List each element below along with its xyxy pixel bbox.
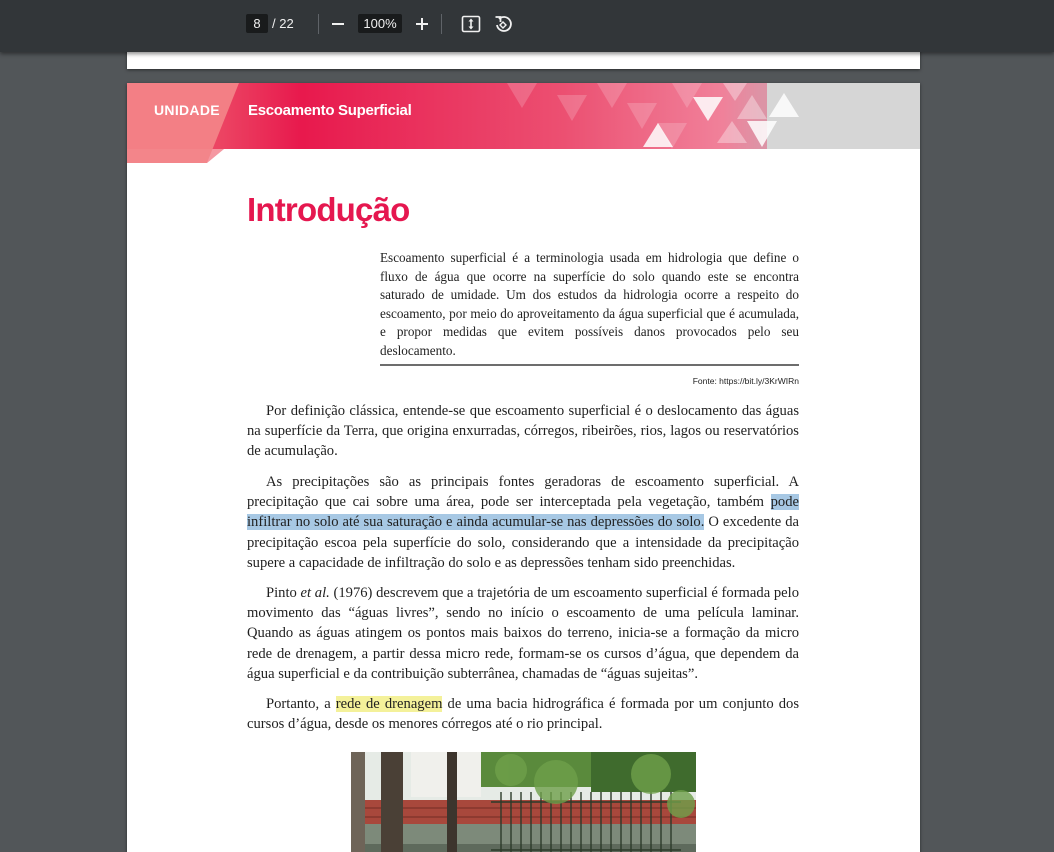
- fit-page-icon: [461, 15, 481, 33]
- unit-banner: [127, 83, 920, 163]
- pdf-page: [127, 83, 920, 852]
- yellow-highlight[interactable]: rede de drenagem: [335, 696, 443, 712]
- zoom-in-icon: [415, 17, 429, 31]
- paragraph-4-text: Portanto, a: [266, 696, 336, 712]
- zoom-in-button[interactable]: [407, 10, 437, 38]
- definition-quote: Escoamento superficial é a terminologia usada em hidrologia que define o fluxo de água que ocorre na superfície do solo quando este se encontra saturado de umidade. Um dos estudos da hidrologia ocorre a respeito do escoamento, por meio do aproveitamento da água superficial que é acumulada, e propor medidas que evitem possíveis danos provocados pelo seu deslocamento.: [380, 250, 799, 358]
- paragraph-1: [247, 401, 799, 462]
- toolbar-divider: [441, 14, 442, 34]
- paragraph-3-text: (1976) descrevem que a trajetória de um escoamento superficial é formada pelo movimento das “águas livres”, sendo no início o escoamento de uma película laminar. Quando as águas atingem os pontos mais baixos do terreno, inicia-se a formação da micro rede de drenagem, a partir dessa micro rede, formam-se os cursos d’água, que dependem da água superficial e da contribuição subterrânea, chamadas de “águas sujeitas”.: [247, 585, 800, 682]
- zoom-out-icon: [331, 17, 345, 31]
- paragraph-3: [247, 583, 799, 684]
- quote-divider: [380, 364, 799, 366]
- paragraph-2-text: As precipitações são as principais fontes geradoras de escoamento superficial. A precipitação que cai sobre uma área, pode ser interceptada pela vegetação, também: [247, 474, 799, 511]
- paragraph-1-text: Por definição clássica, entende-se que escoamento superficial é o deslocamento das águas na superfície da Terra, que origina enxurradas, córregos, ribeirões, rios, lagos ou reservatórios de acumulação.: [247, 403, 799, 460]
- italic-citation: et al.: [300, 585, 330, 601]
- rotate-icon: [493, 14, 513, 34]
- section-heading: Introdução: [247, 191, 410, 228]
- blue-highlight[interactable]: pode infiltrar no solo até sua saturação e ainda acumular-se nas depressões do solo.: [247, 494, 799, 531]
- paragraph-4-text: de uma bacia hidrográfica é formada por um conjunto dos cursos d’água, desde os menores córregos até o rio principal.: [247, 696, 799, 733]
- paragraph-2-text: O excedente da precipitação escoa pela superfície do solo, considerando que a intensidade da precipitação supere a capacidade de infiltração do solo e as depressões tenham sido preenchidas.: [247, 514, 799, 571]
- toolbar-divider: [318, 14, 319, 34]
- fit-to-page-button[interactable]: [456, 10, 486, 38]
- page-total-label: / 22: [272, 16, 294, 31]
- unit-title: Escoamento Superficial: [248, 102, 412, 119]
- paragraph-3-text: Pinto: [266, 585, 301, 601]
- pdf-toolbar: [0, 0, 1054, 52]
- flooded-yard-photo: [351, 752, 696, 852]
- paragraph-2: [247, 472, 799, 573]
- unit-label: UNIDADE: [154, 102, 220, 118]
- quote-source: Fonte: https://bit.ly/3KrWIRn: [692, 376, 799, 386]
- rotate-button[interactable]: [488, 10, 518, 38]
- zoom-level-input[interactable]: 100%: [358, 14, 402, 33]
- zoom-out-button[interactable]: [323, 10, 353, 38]
- page-number-input[interactable]: 8: [246, 14, 268, 33]
- paragraph-4: [247, 694, 799, 734]
